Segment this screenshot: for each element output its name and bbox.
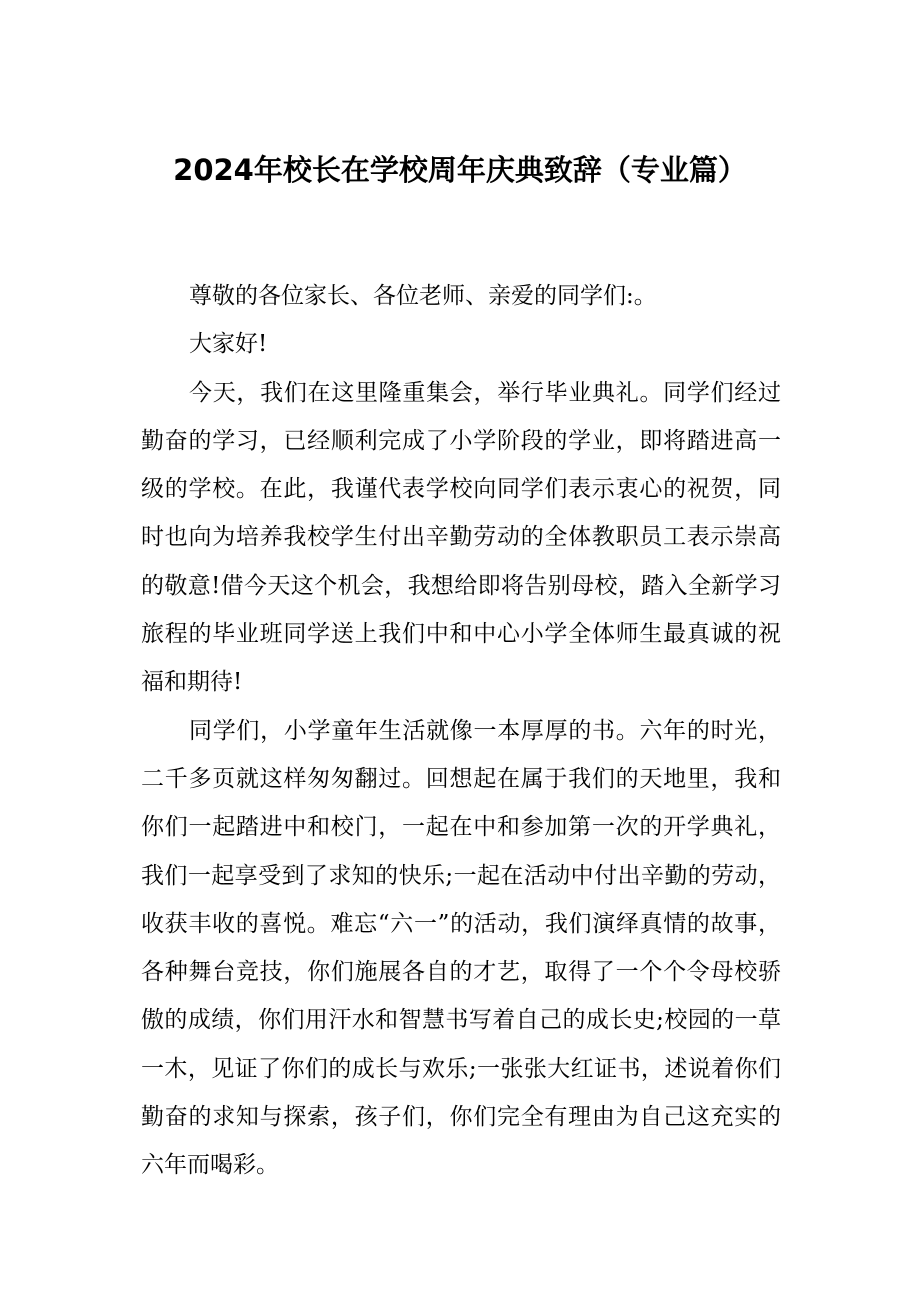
document-body bbox=[141, 272, 781, 1190]
document-title: 2024年校长在学校周年庆典致辞（专业篇） bbox=[173, 153, 747, 187]
salutation-paragraph: 尊敬的各位家长、各位老师、亲爱的同学们:。 bbox=[189, 283, 657, 309]
body-paragraph: 今天，我们在这里隆重集会，举行毕业典礼。同学们经过勤奋的学习，已经顺利完成了小学阶段的学业，即将踏进高一级的学校。在此，我谨代表学校向同学们表示衷心的祝贺，同时也向为培养我校学生付出辛勤劳动的全体教职员工表示崇高的敬意!借今天这个机会，我想给即将告别母校，踏入全新学习旅程的毕业班同学送上我们中和中心小学全体师生最真诚的祝福和期待! bbox=[141, 379, 781, 696]
body-paragraph: 同学们，小学童年生活就像一本厚厚的书。六年的时光，二千多页就这样匆匆翻过。回想起在属于我们的天地里，我和你们一起踏进中和校门，一起在中和参加第一次的开学典礼，我们一起享受到了求知的快乐;一起在活动中付出辛勤的劳动，收获丰收的喜悦。难忘“六一”的活动，我们演绎真情的故事，各种舞台竞技，你们施展各自的才艺，取得了一个个令母校骄傲的成绩，你们用汗水和智慧书写着自己的成长史;校园的一草一木，见证了你们的成长与欢乐;一张张大红证书，述说着你们勤奋的求知与探索，孩子们，你们完全有理由为自己这充实的六年而喝彩。 bbox=[141, 717, 781, 1179]
greeting-paragraph: 大家好! bbox=[189, 331, 268, 358]
